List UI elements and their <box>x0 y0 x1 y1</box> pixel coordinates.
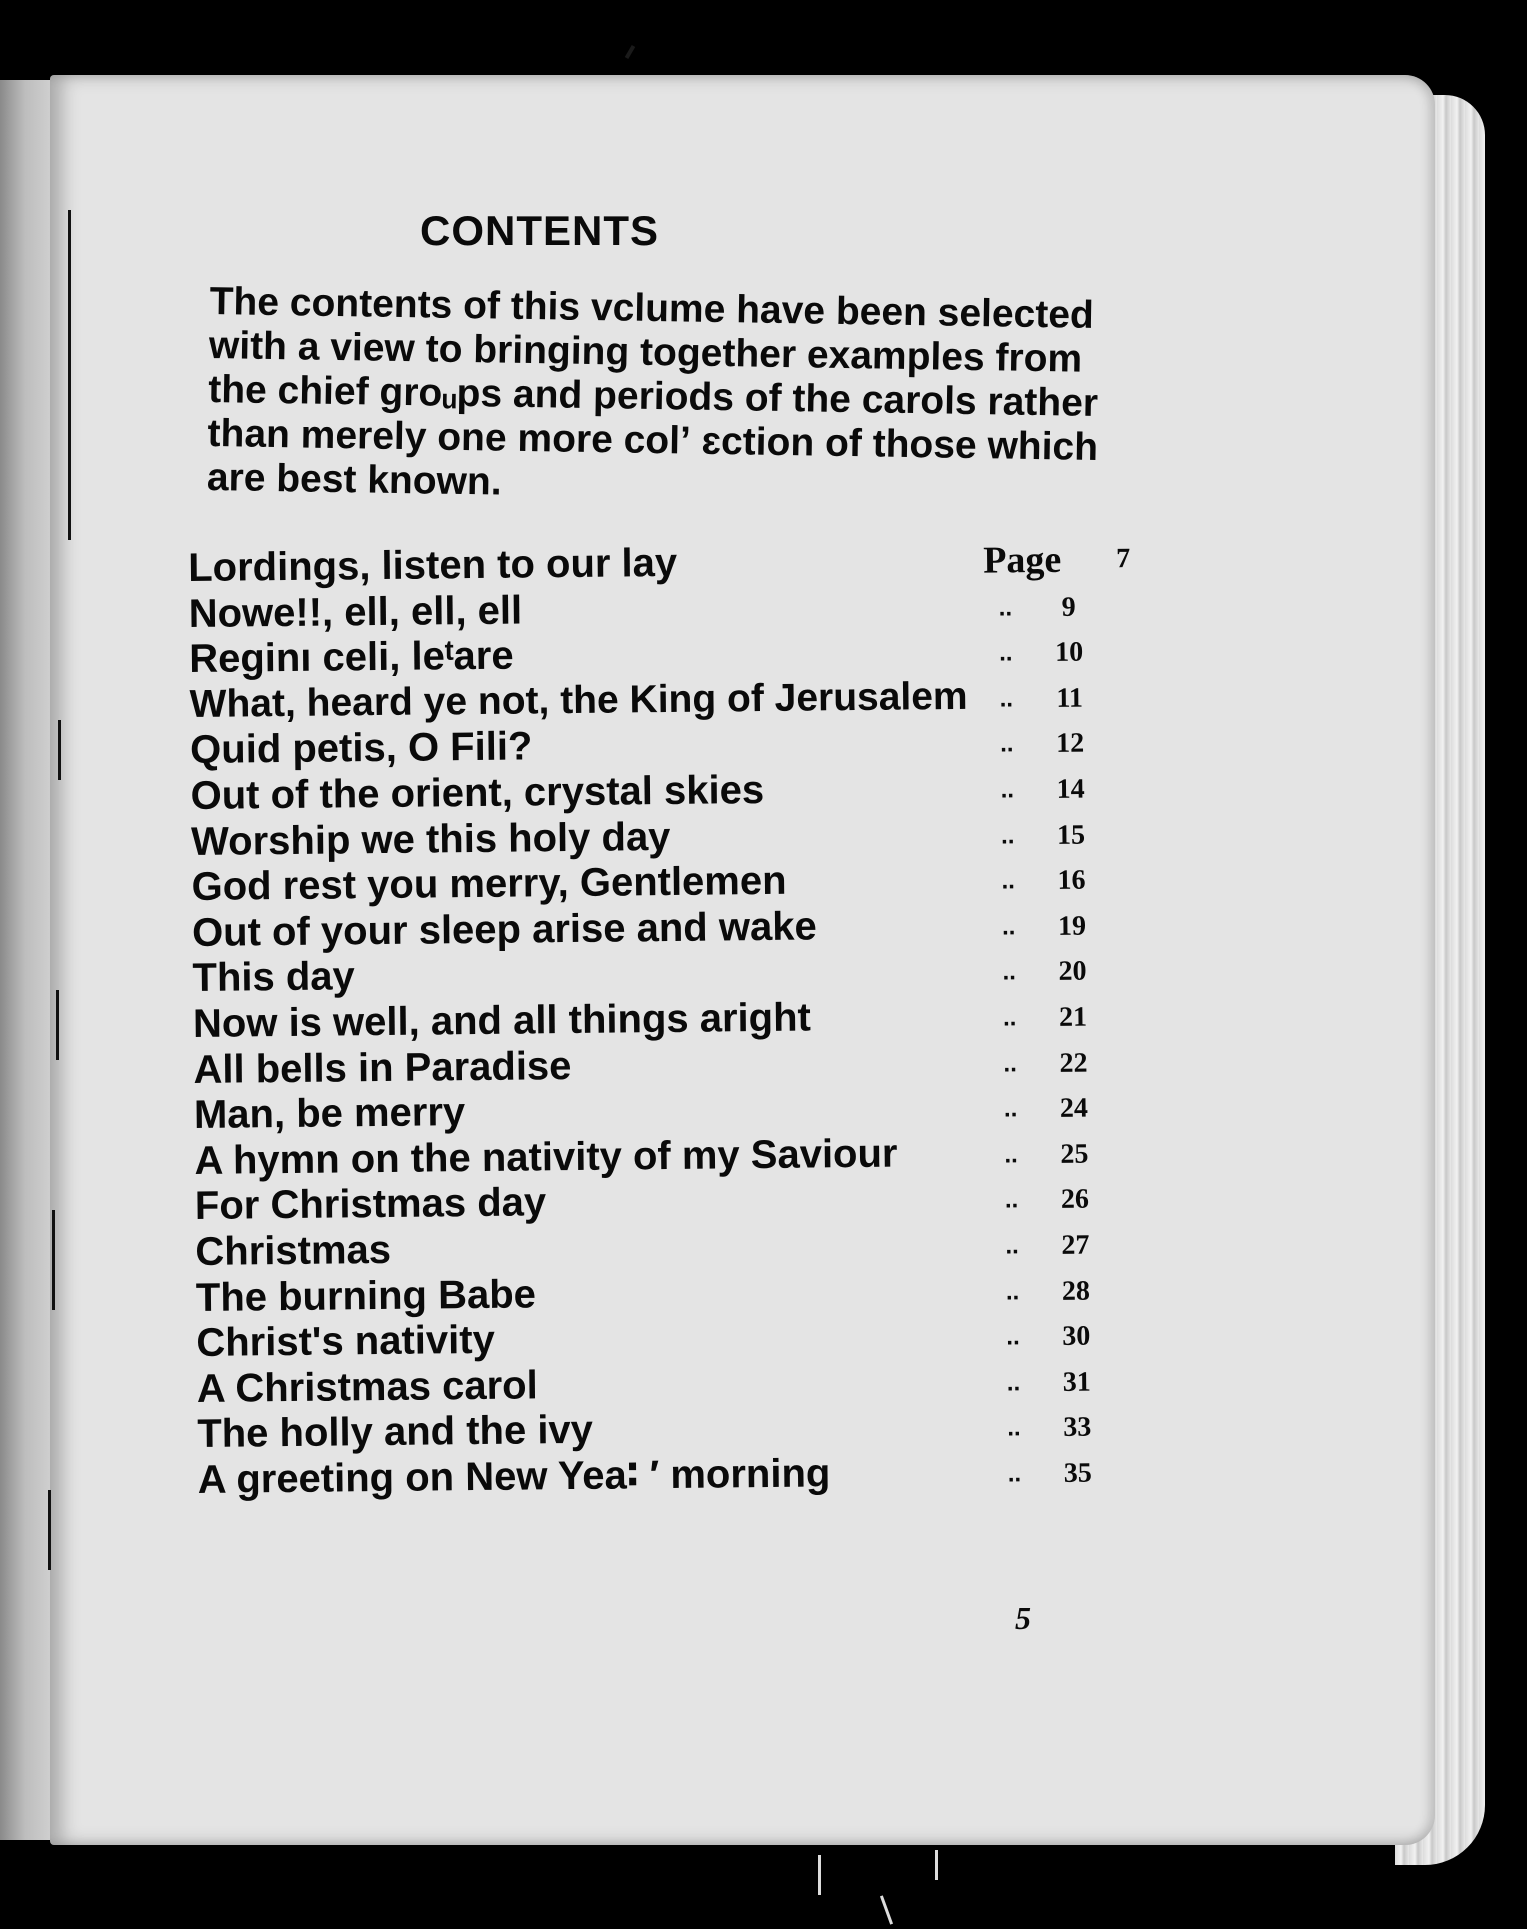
toc-entry-page: 10 <box>1055 636 1084 669</box>
toc-entry-page: 19 <box>1057 910 1087 942</box>
ditto-marks: .. <box>1000 821 1015 850</box>
toc-entry-page: 15 <box>1056 819 1086 851</box>
toc-entry-page: 9 <box>1061 591 1076 623</box>
toc-entry-title: A Christmas carol <box>196 1363 538 1411</box>
toc-entry-page: 33 <box>1063 1411 1092 1444</box>
gutter-mark <box>68 210 71 540</box>
toc-entry-title: Now is well, and all things aright <box>192 995 812 1046</box>
toc-entry-page: 35 <box>1063 1457 1092 1489</box>
toc-entry-title: The holly and the ivy <box>197 1408 594 1457</box>
ditto-marks: .. <box>1001 867 1016 895</box>
ditto-marks: .. <box>1006 1369 1021 1397</box>
ditto-marks: .. <box>1007 1414 1021 1442</box>
toc-entry-title: Nowe!!, ell, ell, ell <box>188 588 523 636</box>
toc-entry-page: 26 <box>1060 1183 1090 1216</box>
toc-entry-page: 30 <box>1062 1320 1091 1352</box>
toc-entry-title: Worship we this holy day <box>190 814 671 864</box>
table-of-contents <box>188 535 1131 1502</box>
gutter-mark <box>52 1210 55 1310</box>
ditto-marks: .. <box>999 639 1013 667</box>
ditto-marks: .. <box>1004 1186 1019 1214</box>
ditto-marks: .. <box>999 685 1014 713</box>
toc-entry-page: 22 <box>1059 1047 1088 1079</box>
page-column-label: Page <box>982 538 1062 582</box>
ditto-marks: .. <box>1004 1141 1018 1169</box>
page-title: CONTENTS <box>420 207 659 254</box>
intro-paragraph: The contents of this vclume have been selected with a view to bringing together examples from the chief groᵤps and periods of the carols rather than merely one more colʼ ɛction of those which are best known. <box>206 280 1099 504</box>
toc-entry-title: The burning Babe <box>195 1271 537 1320</box>
toc-entry-page: 7 <box>1116 543 1131 575</box>
ditto-marks: .. <box>998 593 1013 622</box>
toc-entry-title: Quid petis, O Fili? <box>189 724 533 773</box>
toc-entry-page: 20 <box>1058 955 1087 988</box>
toc-entry-page: 11 <box>1056 682 1084 714</box>
toc-entry-title: This day <box>192 954 356 1001</box>
toc-entry-title: Man, be merry <box>193 1090 466 1138</box>
toc-entry-title: For Christmas day <box>194 1180 547 1229</box>
toc-entry-page: 28 <box>1061 1275 1091 1307</box>
toc-entry-page: 14 <box>1056 773 1085 805</box>
scan-speck <box>625 45 635 59</box>
toc-entry-page: 25 <box>1060 1138 1089 1170</box>
toc-entry-title: Christ's nativity <box>196 1317 496 1366</box>
ditto-marks: .. <box>1005 1232 1019 1260</box>
toc-entry-title: A hymn on the nativity of my Saviour <box>194 1131 898 1183</box>
toc-entry-title: A greeting on New Yea∶ ′ morning <box>197 1451 831 1502</box>
scan-speck <box>818 1855 821 1895</box>
toc-entry-title: What, heard ye not, the King of Jerusalem <box>189 674 968 726</box>
toc-entry-page: 31 <box>1062 1366 1091 1398</box>
toc-entry-page: 16 <box>1057 864 1086 897</box>
scan-speck <box>935 1850 938 1880</box>
toc-row <box>198 1447 1118 1502</box>
ditto-marks: .. <box>999 730 1014 758</box>
toc-entry-title: All bells in Paradise <box>193 1043 572 1092</box>
ditto-marks: .. <box>1002 958 1017 986</box>
toc-entry-title: Lordings, listen to our lay <box>188 540 678 590</box>
ditto-marks: .. <box>1003 1049 1017 1078</box>
toc-entry-page: 27 <box>1061 1229 1090 1261</box>
ditto-marks: .. <box>1005 1277 1020 1305</box>
ditto-marks: .. <box>1006 1323 1020 1351</box>
ditto-marks: .. <box>1000 776 1015 804</box>
toc-entry-title: Out of your sleep arise and wake <box>191 904 817 955</box>
ditto-marks: .. <box>1001 913 1016 941</box>
toc-entry-title: Christmas <box>195 1227 392 1274</box>
toc-entry-title: Out of the orient, crystal skies <box>190 767 765 818</box>
toc-entry-title: God rest you merry, Gentlemen <box>191 858 787 910</box>
gutter-mark <box>58 720 61 780</box>
gutter-mark <box>56 990 59 1060</box>
toc-entry-page: 12 <box>1055 728 1085 760</box>
ditto-marks: .. <box>1007 1460 1022 1488</box>
toc-entry-page: 21 <box>1058 1001 1088 1033</box>
gutter-mark <box>48 1490 51 1570</box>
ditto-marks: .. <box>1003 1095 1018 1123</box>
toc-entry-title: Reginı celi, leᵗare <box>188 633 514 682</box>
scan-speck <box>880 1895 893 1924</box>
page-number: 5 <box>1015 1600 1031 1636</box>
toc-entry-page: 24 <box>1059 1092 1089 1125</box>
ditto-marks: .. <box>1002 1004 1017 1032</box>
